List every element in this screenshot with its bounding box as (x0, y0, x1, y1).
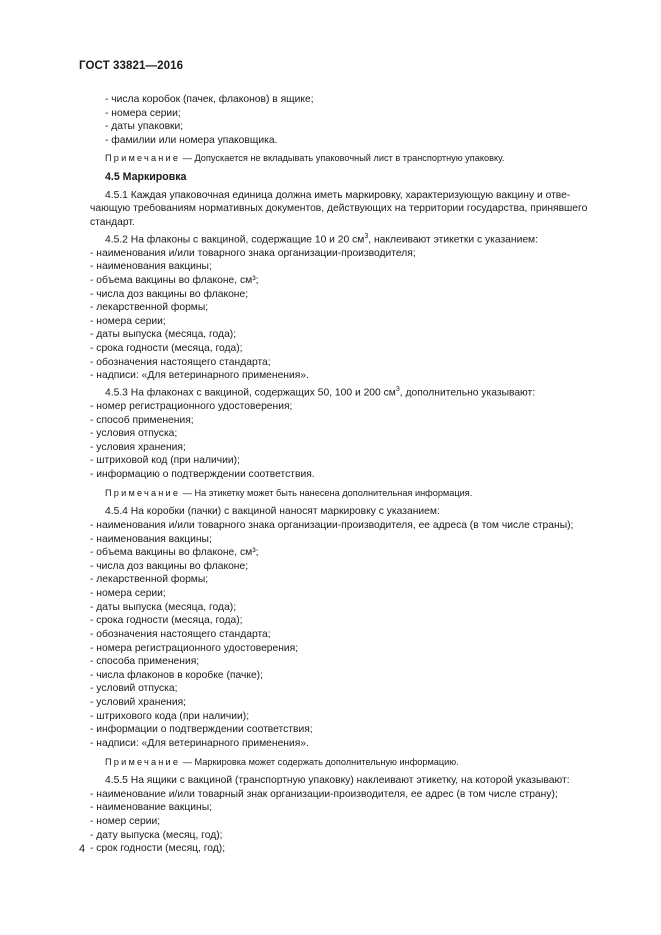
list-item: - лекарственной формы; (90, 302, 209, 314)
list-item: - штрихового кода (при наличии); (90, 710, 250, 722)
list-item: - срок годности (месяц, год); (90, 843, 226, 855)
document-body (90, 93, 620, 856)
list-item: - номера регистрационного удостоверения; (90, 642, 299, 654)
list-item: - условий хранения; (90, 697, 187, 709)
list-item: - срока годности (месяца, года); (90, 615, 243, 627)
standard-header: ГОСТ 33821—2016 (79, 60, 184, 72)
paragraph-intro (90, 383, 620, 400)
paragraph-intro: 4.5.5 На ящики с вакциной (транспортную упаковку) наклеивают этикетку, на которой указывают: (105, 775, 570, 787)
list-item: - срока годности (месяца, года); (90, 343, 243, 355)
list-item: - обозначения настоящего стандарта; (90, 356, 271, 368)
page-number: 4 (79, 843, 86, 855)
list-item: - надписи: «Для ветеринарного применения». (90, 737, 309, 749)
list-item: - способ применения; (90, 414, 194, 426)
intro-tail: , наклеивают этикетки с указанием: (368, 234, 539, 246)
list-item: - информацию о подтверждении соответствия. (90, 469, 315, 481)
intro-text: 4.5.2 На флаконы с вакциной, содержащие 10 и 20 см (105, 234, 365, 246)
superscript: 3 (395, 385, 400, 393)
list-item: - даты выпуска (месяца, года); (90, 329, 237, 341)
paragraph-intro (90, 230, 620, 247)
list-item: - объема вакцины во флаконе, см³; (90, 274, 259, 286)
list-item: - числа коробок (пачек, флаконов) в ящике; (105, 94, 314, 105)
section-heading: 4.5 Маркировка (105, 171, 187, 184)
list-item: - наименования и/или товарного знака организации-производителя; (90, 247, 416, 259)
list-item: - информации о подтверждении соответствия; (90, 724, 313, 736)
list-item: - наименования вакцины; (90, 533, 212, 545)
list-item: - числа доз вакцины во флаконе; (90, 288, 249, 300)
list-item: - номер регистрационного удостоверения; (90, 400, 293, 412)
list-item: - числа доз вакцины во флаконе; (90, 560, 249, 572)
list-item: - номера серии; (90, 315, 166, 327)
list-item: - наименования и/или товарного знака организации-производителя, ее адреса (в том числе страны); (90, 519, 574, 531)
note-1 (90, 152, 620, 166)
intro-tail: , дополнительно указывают: (399, 387, 536, 399)
list-item: - объема вакцины во флаконе, см³; (90, 547, 259, 559)
list-item: - даты упаковки; (105, 121, 184, 133)
paragraph-line: стандарт. (90, 217, 135, 228)
note-label: Примечание (105, 152, 181, 163)
paragraph-4-5-3 (90, 383, 620, 482)
packing-list-items (90, 93, 620, 148)
list-item: - лекарственной формы; (90, 574, 209, 586)
list-item: - номера серии; (90, 588, 166, 600)
list-item: - надписи: «Для ветеринарного применения». (90, 370, 309, 382)
list-item: - даты выпуска (месяца, года); (90, 601, 237, 613)
paragraph-4-5-2 (90, 230, 620, 383)
list-item: - штриховой код (при наличии); (90, 455, 240, 467)
paragraph-4-5-4 (90, 505, 620, 750)
list-item: - наименования вакцины; (90, 261, 212, 273)
note-dash: — (180, 756, 195, 767)
note-label: Примечание (105, 756, 181, 767)
list-item: - условия отпуска; (90, 428, 178, 440)
paragraph-4-5-5 (90, 774, 620, 856)
note-text: Маркировка может содержать дополнительную информацию. (194, 756, 459, 767)
paragraph-4-5-1 (90, 189, 620, 230)
list-item: - условий отпуска; (90, 683, 178, 695)
paragraph-line: чающую требованиям нормативных документов, действующих на территории государства, принявшего (90, 203, 588, 215)
note-label: Примечание (105, 487, 181, 498)
note-text: На этикетку может быть нанесена дополнительная информация. (194, 487, 473, 498)
list-item: - дату выпуска (месяц, год); (90, 829, 223, 841)
list-item: - условия хранения; (90, 441, 186, 453)
superscript: 3 (364, 232, 369, 240)
paragraph-intro: 4.5.4 На коробки (пачки) с вакциной наносят маркировку с указанием: (105, 506, 440, 518)
list-item: - способа применения; (90, 656, 200, 668)
list-item: - числа флаконов в коробке (пачке); (90, 669, 263, 681)
note-dash: — (180, 152, 195, 163)
paragraph-line: 4.5.1 Каждая упаковочная единица должна иметь маркировку, характеризующую вакцину и отве- (105, 189, 571, 201)
list-item: - обозначения настоящего стандарта; (90, 628, 271, 640)
note-2 (90, 487, 620, 501)
intro-text: 4.5.3 На флаконах с вакциной, содержащих 50, 100 и 200 см (105, 387, 396, 399)
note-text: Допускается не вкладывать упаковочный лист в транспортную упаковку. (194, 152, 505, 163)
list-item: - номер серии; (90, 816, 161, 828)
note-dash: — (180, 487, 195, 498)
list-item: - наименование вакцины; (90, 802, 212, 814)
list-item: - номера серии; (105, 107, 181, 119)
list-item: - фамилии или номера упаковщика. (105, 134, 278, 146)
note-3 (90, 756, 620, 770)
list-item: - наименование и/или товарный знак организации-производителя, ее адрес (в том числе страну); (90, 788, 558, 800)
